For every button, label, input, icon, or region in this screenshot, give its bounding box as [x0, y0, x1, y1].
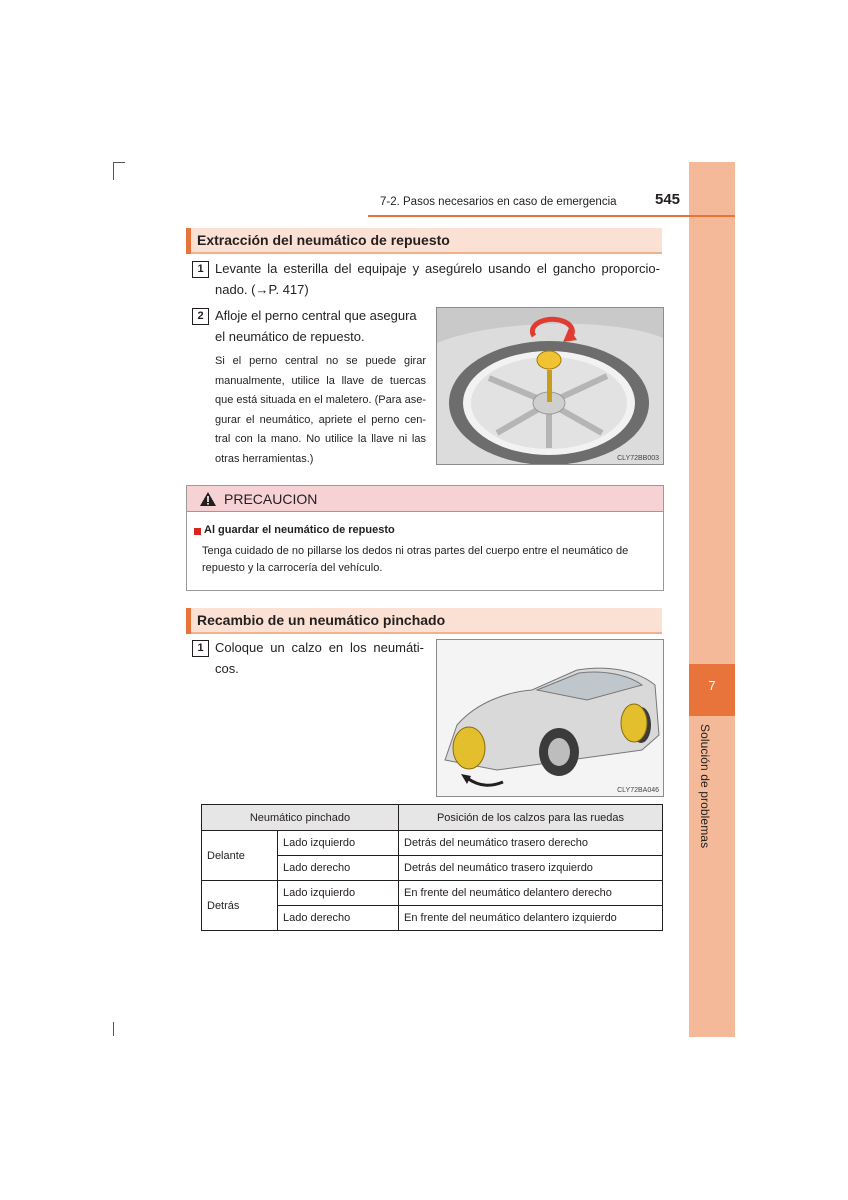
crop-mark — [113, 1022, 114, 1036]
figure-code: CLY72BA046 — [617, 787, 659, 794]
table-cell: Lado derecho — [278, 856, 399, 881]
bullet-square-icon — [194, 528, 201, 535]
step-number-badge: 1 — [192, 261, 209, 278]
caution-header — [187, 486, 663, 512]
crop-mark — [113, 162, 114, 180]
step-number-badge: 1 — [192, 640, 209, 657]
section-heading-text: Extracción del neumático de repuesto — [197, 232, 450, 248]
step-2-text: Afloje el perno central que asegura el neumático de repuesto. — [215, 308, 417, 344]
spare-tire-drawing — [437, 308, 663, 464]
chapter-side-tab — [689, 162, 735, 1037]
table-cell: Lado derecho — [278, 906, 399, 931]
caution-subtitle: Al guardar el neumático de repuesto — [204, 524, 395, 536]
caution-box — [186, 485, 664, 591]
page-number: 545 — [655, 191, 681, 208]
table-header: Neumático pinchado — [202, 805, 399, 831]
step-1-text: Levante la esterilla del equipaje y asegúrelo usando el gancho proporcio-nado. (→P. 417) — [215, 261, 660, 297]
step-number-badge: 2 — [192, 308, 209, 325]
table-row — [202, 881, 663, 906]
step-2-note: Si el perno central no se puede girar manualmente, utilice la llave de tuercas que está situada en el maletero. (Para ase-gurar el neumático, apriete el perno cen-tral con la mano. No utilice la llave ni las otras herramientas.) — [215, 355, 426, 465]
table-cell: En frente del neumático delantero izquierdo — [399, 906, 663, 931]
spare-tire-illustration — [436, 307, 664, 465]
table-header-row — [202, 805, 663, 831]
heading-accent-bar — [186, 228, 191, 254]
running-header-title: 7-2. Pasos necesarios en caso de emergencia — [380, 196, 617, 208]
warning-triangle-icon — [200, 492, 216, 506]
table-cell: Lado izquierdo — [278, 831, 399, 856]
chapter-number: 7 — [689, 664, 735, 716]
table-header: Posición de los calzos para las ruedas — [399, 805, 663, 831]
caution-body: Tenga cuidado de no pillarse los dedos ni otras partes del cuerpo entre el neumático de repuesto y la carrocería del vehículo. — [202, 545, 629, 574]
caution-title: PRECAUCION — [224, 491, 318, 507]
table-cell: Detrás del neumático trasero izquierdo — [399, 856, 663, 881]
heading-accent-bar — [186, 608, 191, 634]
section-heading-text: Recambio de un neumático pinchado — [197, 612, 446, 628]
group-label: Detrás — [202, 881, 278, 931]
car-chock-illustration — [436, 639, 664, 797]
group-label: Delante — [202, 831, 278, 881]
chapter-title: Solución de problemas — [698, 724, 712, 849]
wheel-chock-table — [201, 804, 663, 931]
figure-code: CLY72BB003 — [617, 455, 659, 462]
section-heading-spare-removal — [186, 228, 662, 254]
car-drawing — [437, 640, 663, 796]
table-cell: En frente del neumático delantero derecho — [399, 881, 663, 906]
section-heading-flat-replacement — [186, 608, 662, 634]
table-cell: Detrás del neumático trasero derecho — [399, 831, 663, 856]
table-cell: Lado izquierdo — [278, 881, 399, 906]
step-1-text: Coloque un calzo en los neumáti-cos. — [215, 640, 424, 676]
header-rule — [368, 215, 735, 217]
table-row — [202, 831, 663, 856]
crop-mark — [113, 162, 125, 163]
